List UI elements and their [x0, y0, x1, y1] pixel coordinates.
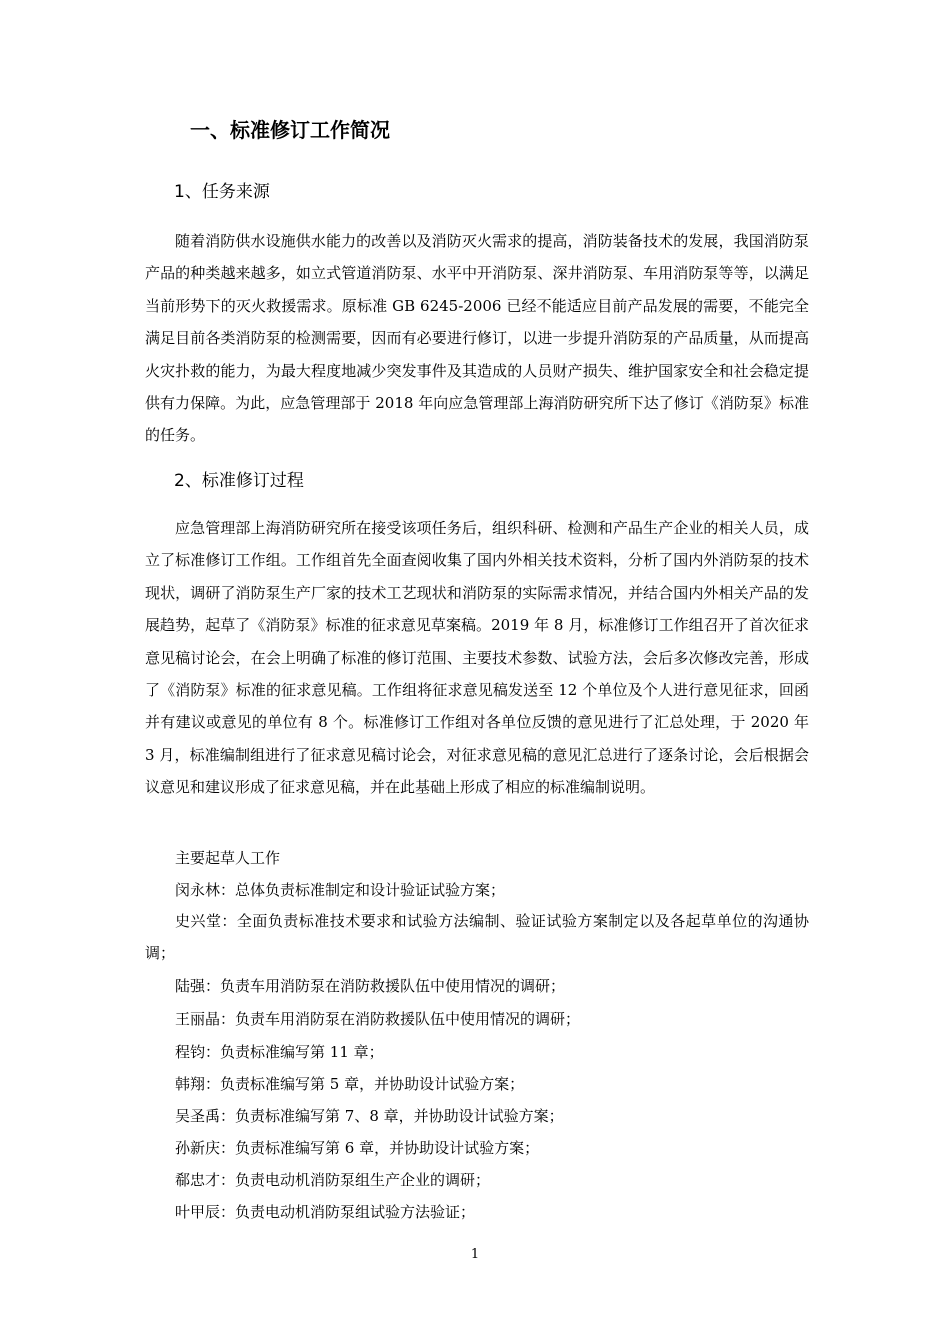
- drafter-item: 吴圣禹：负责标准编写第 7、8 章，并协助设计试验方案；: [175, 1107, 564, 1125]
- subsection-heading-revision-process: 2、标准修订过程: [174, 471, 304, 491]
- drafter-item: 史兴堂：全面负责标准技术要求和试验方法编制、验证试验方案制定以及各起草单位的沟通协调；: [145, 912, 809, 963]
- section-heading: 一、标准修订工作简况: [190, 118, 390, 142]
- subsection-heading-task-source: 1、任务来源: [174, 182, 270, 202]
- revision-process-paragraph: 应急管理部上海消防研究所在接受该项任务后，组织科研、检测和产品生产企业的相关人员，成立了标准修订工作组。工作组首先全面查阅收集了国内外相关技术资料，分析了国内外消防泵的技术现状，调研了消防泵生产厂家的技术工艺现状和消防泵的实际需求情况，并结合国内外相关产品的发展趋势，起草了《消防泵》标准的征求意见草案稿。2019 年 8 月，标准修订工作组召开了首次征求意见稿讨论会，在会上明确了标准的修订范围、主要技术参数、试验方法，会后多次修改完善，形成了《消防泵》标准的征求意见稿。工作组将征求意见稿发送至 12 个单位及个人进行意见征求，回函并有建议或意见的单位有 8 个。标准修订工作组对各单位反馈的意见进行了汇总处理，于 2020 年 3 月，标准编制组进行了征求意见稿讨论会，对征求意见稿的意见汇总进行了逐条讨论，会后根据会议意见和建议形成了征求意见稿，并在此基础上形成了相应的标准编制说明。: [145, 519, 809, 797]
- drafter-item: 韩翔：负责标准编写第 5 章，并协助设计试验方案；: [175, 1075, 525, 1093]
- drafters-heading: 主要起草人工作: [175, 849, 281, 867]
- drafter-item: 孙新庆：负责标准编写第 6 章，并协助设计试验方案；: [175, 1139, 540, 1157]
- drafter-item: 陆强：负责车用消防泵在消防救援队伍中使用情况的调研；: [175, 977, 566, 995]
- task-source-paragraph: 随着消防供水设施供水能力的改善以及消防灭火需求的提高，消防装备技术的发展，我国消防泵产品的种类越来越多，如立式管道消防泵、水平中开消防泵、深井消防泵、车用消防泵等等，以满足当前形势下的灭火救援需求。原标准 GB 6245-2006 已经不能适应目前产品发展的需要，不能完全满足目前各类消防泵的检测需要，因而有必要进行修订，以进一步提升消防泵的产品质量，从而提高火灾扑救的能力，为最大程度地减少突发事件及其造成的人员财产损失、维护国家安全和社会稳定提供有力保障。为此，应急管理部于 2018 年向应急管理部上海消防研究所下达了修订《消防泵》标准的任务。: [145, 232, 809, 445]
- drafter-item: 王丽晶：负责车用消防泵在消防救援队伍中使用情况的调研；: [175, 1010, 581, 1028]
- page-number: 1: [470, 1247, 480, 1262]
- drafter-item: 闵永林：总体负责标准制定和设计验证试验方案；: [175, 881, 506, 899]
- drafter-item: 叶甲辰：负责电动机消防泵组试验方法验证；: [175, 1203, 476, 1221]
- drafter-item: 郗忠才：负责电动机消防泵组生产企业的调研；: [175, 1171, 491, 1189]
- drafter-item: 程钧：负责标准编写第 11 章；: [175, 1043, 384, 1061]
